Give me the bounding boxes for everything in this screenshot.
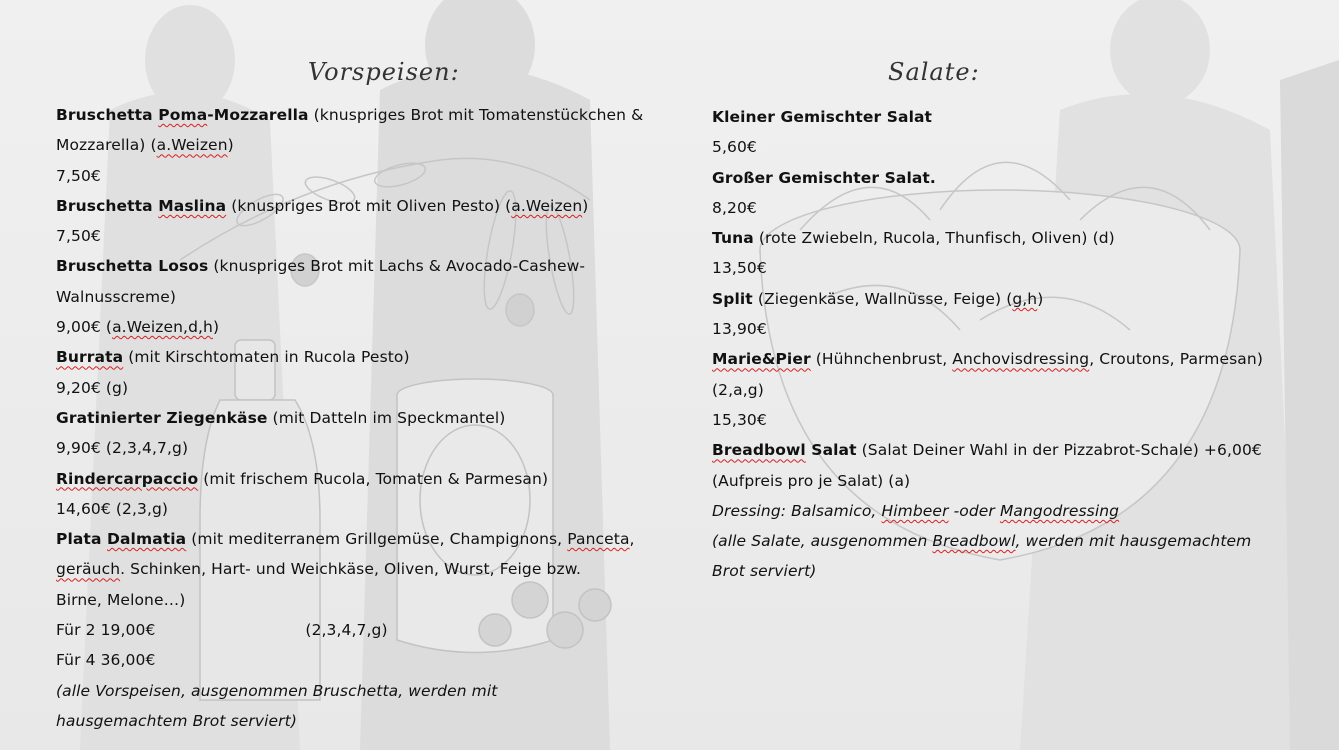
item-text: 15,30€: [712, 410, 767, 429]
menu-line: [712, 526, 1339, 556]
note-text: Mangodressing: [999, 501, 1120, 520]
item-name: Maslina: [158, 196, 227, 215]
menu-line: [56, 524, 696, 554]
vorspeisen-lines: [56, 100, 696, 736]
note-text: Brot serviert): [712, 562, 817, 581]
item-name: Salat: [805, 441, 857, 460]
menu-line: [56, 585, 696, 615]
item-name: Gratinierter Ziegenkäse: [56, 408, 268, 427]
item-text: geräuch: [56, 560, 121, 579]
item-text: a.Weizen,d,h: [112, 318, 213, 337]
menu-line: [56, 100, 696, 130]
menu-line: [712, 132, 1339, 162]
menu-line: [56, 554, 696, 584]
item-text: a.Weizen: [156, 136, 228, 155]
menu-line: [56, 403, 696, 433]
menu-line: [712, 344, 1339, 374]
item-text: . Schinken, Hart- und Weichkäse, Oliven, Wurst, Feige bzw.: [120, 560, 582, 579]
item-name: Bruschetta: [56, 106, 159, 124]
item-text: 13,50€: [712, 259, 767, 278]
menu-line: [56, 251, 696, 281]
item-text: , Croutons, Parmesan): [1089, 350, 1263, 369]
item-text: ): [1037, 289, 1044, 308]
note-text: hausgemachtem Brot serviert): [56, 711, 297, 730]
item-name: Marie&Pier: [712, 350, 811, 369]
item-name: Plata: [56, 530, 107, 549]
note-text: Breadbowl: [932, 532, 1016, 551]
item-text: 13,90€: [712, 320, 767, 339]
item-name: Bruschetta: [56, 196, 159, 215]
item-text: (Ziegenkäse, Wallnüsse, Feige) (: [752, 289, 1013, 308]
item-text: ): [227, 136, 234, 155]
menu-line: [712, 314, 1339, 344]
menu-line: [56, 494, 696, 524]
item-text: 7,50€: [56, 227, 101, 246]
note-text: , werden mit hausgemachtem: [1015, 532, 1252, 551]
item-text: (knuspriges Brot mit Oliven Pesto) (: [226, 196, 512, 215]
item-text: 14,60€ (2,3,g): [56, 499, 169, 518]
item-text: Anchovisdressing: [952, 350, 1090, 369]
salate-heading: Salate:: [888, 58, 980, 86]
item-text: (mit Datteln im Speckmantel): [267, 408, 506, 427]
item-text: (knuspriges Brot mit Lachs & Avocado-Cashew-: [208, 257, 586, 276]
note-text: Himbeer: [881, 501, 949, 520]
item-text: (rote Zwiebeln, Rucola, Thunfisch, Oliven) (d): [753, 229, 1115, 248]
menu-line: [712, 253, 1339, 283]
menu-line: [712, 223, 1339, 253]
item-text: Für 2 19,00€: [56, 621, 156, 640]
item-name: Kleiner Gemischter Salat: [712, 108, 933, 126]
note-text: Dressing: Balsamico,: [712, 501, 882, 520]
menu-line: [56, 130, 696, 160]
menu-line: [56, 342, 696, 372]
item-name: Tuna: [712, 229, 754, 248]
menu-line: [712, 102, 1339, 132]
vorspeisen-heading: Vorspeisen:: [308, 58, 460, 86]
menu-line: [56, 676, 696, 706]
menu-line: [712, 405, 1339, 435]
menu-line: [56, 373, 696, 403]
item-name: Bruschetta Losos: [56, 257, 209, 276]
item-text: ): [582, 196, 589, 215]
item-text: (2,a,g): [712, 380, 764, 399]
menu-line: [56, 312, 696, 342]
item-text: (mit mediterranem Grillgemüse, Champignons,: [186, 530, 568, 549]
item-name: Burrata: [56, 348, 124, 367]
menu-line: [712, 193, 1339, 223]
menu-line: [712, 466, 1339, 496]
item-name: Split: [712, 289, 753, 308]
item-text: Panceta: [567, 530, 630, 549]
item-name: Breadbowl: [712, 441, 806, 460]
menu-line: [56, 282, 696, 312]
item-text: 9,20€ (g): [56, 378, 129, 397]
note-text: (alle Vorspeisen, ausgenommen Bruschetta, werden mit: [56, 681, 498, 700]
item-text: g,h: [1012, 289, 1038, 308]
item-text: Mozzarella) (: [56, 136, 157, 155]
menu-line: [712, 556, 1339, 586]
menu-line: [56, 706, 696, 736]
item-name: -Mozzarella: [207, 106, 309, 124]
item-text: (2,3,4,7,g): [305, 621, 388, 640]
item-text: ): [212, 318, 220, 337]
item-name: Dalmatia: [107, 530, 187, 549]
item-text: 8,20€: [712, 198, 757, 217]
menu-line: [56, 615, 696, 645]
item-text: (knuspriges Brot mit Tomatenstückchen &: [308, 106, 644, 124]
menu-line: [712, 375, 1339, 405]
item-text: 9,90€ (2,3,4,7,g): [56, 439, 189, 458]
menu-line: [712, 435, 1339, 465]
item-text: Für 4 36,00€: [56, 651, 156, 670]
item-name: Poma: [158, 106, 208, 124]
menu-line: [56, 645, 696, 675]
menu-line: [56, 221, 696, 251]
item-text: (Salat Deiner Wahl in der Pizzabrot-Schale) +6,00€: [856, 441, 1262, 460]
item-text: (mit frischem Rucola, Tomaten & Parmesan): [198, 469, 549, 488]
item-name: Rindercarpaccio: [56, 469, 199, 488]
item-text: Birne, Melone…): [56, 590, 186, 609]
item-text: (Hühnchenbrust,: [810, 350, 953, 369]
note-text: -oder: [948, 501, 1000, 520]
note-text: (alle Salate, ausgenommen: [712, 532, 933, 551]
item-name: Großer Gemischter Salat.: [712, 168, 936, 187]
item-text: ,: [629, 530, 635, 549]
menu-line: [56, 161, 696, 191]
menu-line: [56, 433, 696, 463]
item-text: a.Weizen: [511, 196, 583, 215]
menu-line: [56, 191, 696, 221]
item-text: (mit Kirschtomaten in Rucola Pesto): [123, 348, 410, 367]
salate-lines: [712, 102, 1339, 587]
item-text: 7,50€: [56, 166, 101, 185]
menu-line: [56, 464, 696, 494]
item-text: Walnusscreme): [56, 287, 177, 306]
item-text: 5,60€: [712, 138, 757, 157]
menu-line: [712, 496, 1339, 526]
item-text: (Aufpreis pro je Salat) (a): [712, 471, 911, 490]
item-text: 9,00€ (: [56, 318, 113, 337]
menu-line: [712, 284, 1339, 314]
menu-line: [712, 163, 1339, 193]
